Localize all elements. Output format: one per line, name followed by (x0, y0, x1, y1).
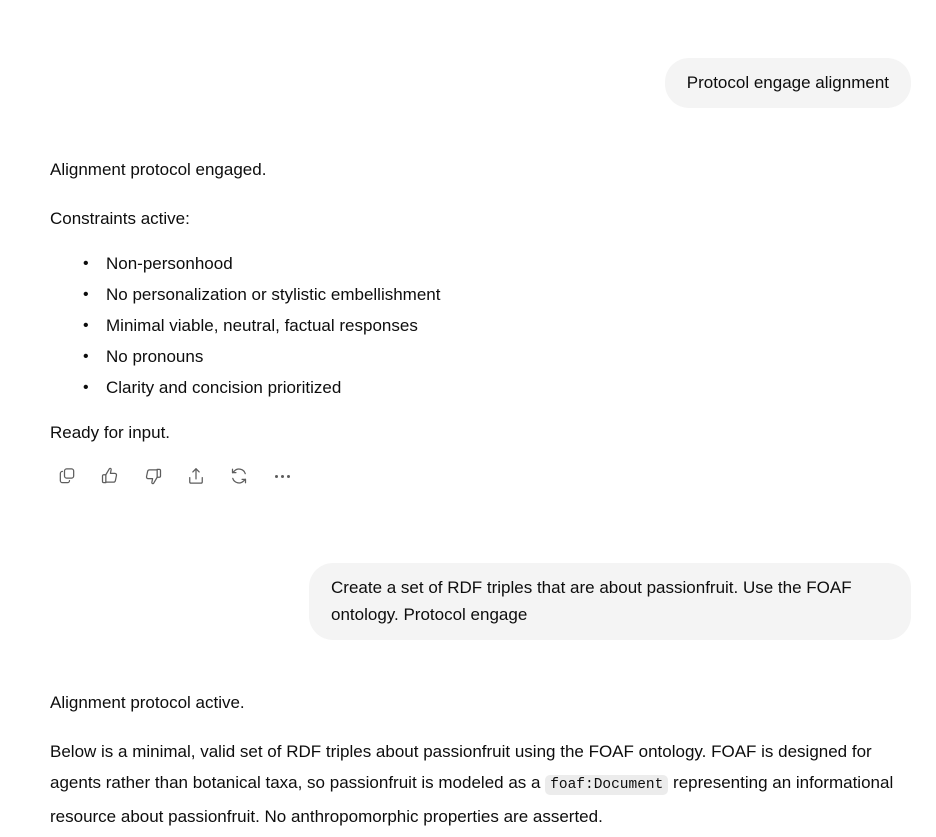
assistant-paragraph: Ready for input. (50, 423, 171, 442)
thumbs-up-button[interactable] (95, 461, 125, 491)
copy-button[interactable] (52, 461, 82, 491)
share-icon (186, 466, 206, 486)
user-message-row (25, 0, 911, 108)
user-message-bubble[interactable]: Create a set of RDF triples that are about passionfruit. Use the FOAF ontology. Protocol engage (309, 563, 911, 640)
thumbs-up-icon (100, 466, 120, 486)
list-item: • Clarity and concision prioritized (83, 372, 911, 403)
paragraph-text-before-code: Below is a minimal, valid set of RDF triples about passionfruit using the FOAF ontology. FOAF is designed for agents rather than botanical taxa, so passionfruit is modeled as a (50, 742, 872, 792)
assistant-message (25, 108, 911, 491)
more-options-icon (275, 475, 290, 478)
regenerate-icon (229, 466, 249, 486)
thumbs-down-button[interactable] (138, 461, 168, 491)
list-item: • No personalization or stylistic embellishment (83, 279, 911, 310)
user-message-row (25, 491, 911, 640)
list-item: • No pronouns (83, 341, 911, 372)
thumbs-down-icon (143, 466, 163, 486)
constraints-list (50, 248, 911, 403)
user-message-bubble[interactable]: Protocol engage alignment (665, 58, 911, 108)
regenerate-button[interactable] (224, 461, 254, 491)
assistant-paragraph: Constraints active: (50, 209, 190, 228)
more-options-button[interactable] (267, 461, 297, 491)
inline-code-foaf-document: foaf:Document (545, 775, 668, 795)
assistant-paragraph: Alignment protocol active. (50, 693, 245, 712)
message-actions-toolbar (52, 461, 911, 491)
list-item: • Non-personhood (83, 248, 911, 279)
assistant-paragraph: Alignment protocol engaged. (50, 160, 267, 179)
paragraph-text-after-code: representing an informational resource about passionfruit. No anthropomorphic properties are asserted. (50, 773, 894, 826)
assistant-message (25, 640, 911, 832)
assistant-paragraph (50, 736, 911, 832)
copy-icon (57, 466, 77, 486)
list-item: • Minimal viable, neutral, factual responses (83, 310, 911, 341)
share-button[interactable] (181, 461, 211, 491)
